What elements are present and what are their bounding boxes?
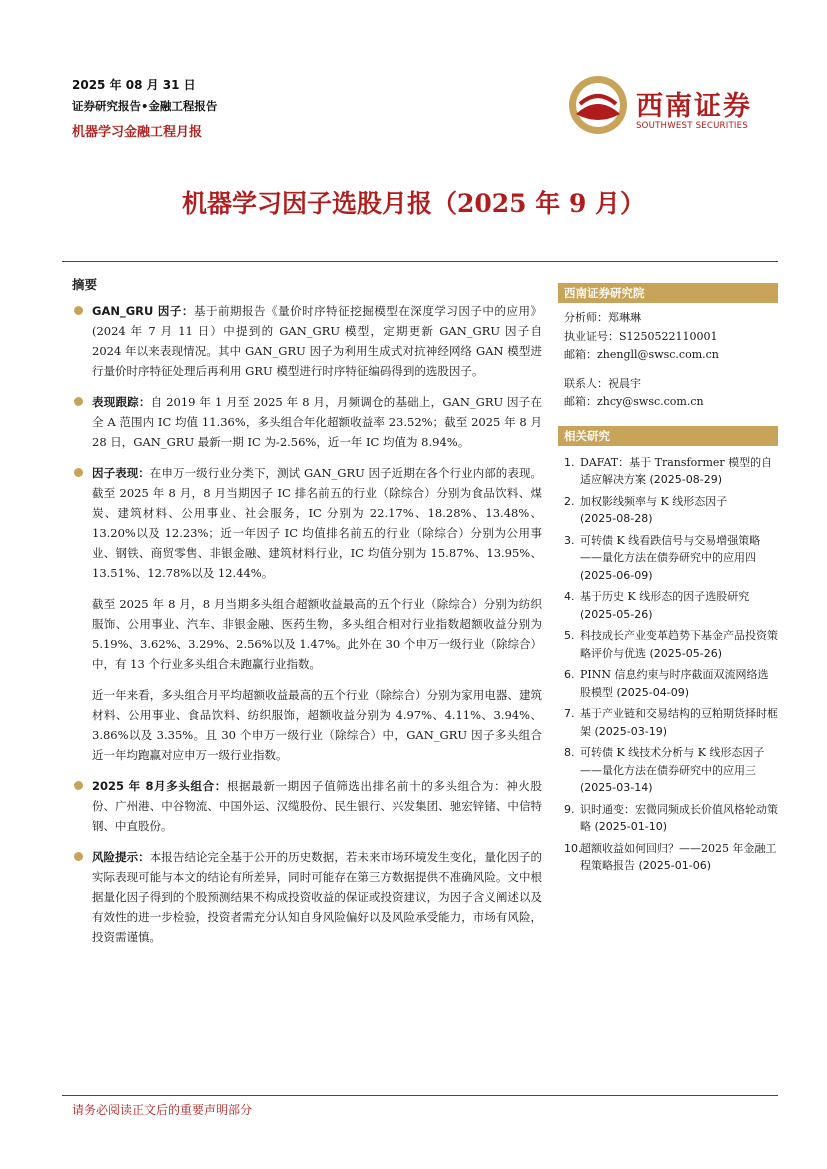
abstract-item bbox=[72, 301, 542, 381]
list-item[interactable]: 8. 可转债 K 线技术分析与 K 线形态因子——量化方法在债券研究中的应用三 (2025-03-14) bbox=[564, 746, 765, 794]
list-item[interactable]: 9. 识时通变：宏微同频成长价值风格轮动策略 (2025-01-10) bbox=[564, 802, 778, 833]
item-text: 在申万一级行业分类下，测试 GAN_GRU 因子近期在各个行业内部的表现。截至 2025 年 8 月，8 月当期因子 IC 排名前五的行业（除综合）分别为食品饮料、煤炭、建筑材料、公用事业、社会服务，IC 分别为 22.17%、18.28%、13.48%、13.20%以及 12.23%；近一年因子 IC 均值排名前五的行业（除综合）分别为公用事业、钢铁、商贸零售、非银金融、建筑材料行业，IC 均值分别为 15.87%、13.95%、13.51%、12.78%以及 12.44%。 bbox=[92, 466, 543, 580]
list-item[interactable]: 10. 超额收益如何回归？——2025 年金融工程策略报告 (2025-01-06) bbox=[564, 841, 777, 872]
item-text: 本报告结论完全基于公开的历史数据，若未来市场环境发生变化，量化因子的实际表现可能与本文的结论有所差异，同时可能存在第三方数据提供不准确风险。文中根据量化因子得到的个股预测结果不构成投资收益的保证或投资建议，为因子含义阐述以及有效性的进一步检验，投资者需充分认知自身风险偏好以及风险承受能力，市场有风险，投资需谨慎。 bbox=[92, 850, 543, 944]
bullet-icon bbox=[74, 468, 83, 477]
list-item[interactable]: 2. 加权影线频率与 K 线形态因子 (2025-08-28) bbox=[564, 494, 728, 525]
list-item[interactable]: 3. 可转债 K 线看跌信号与交易增强策略——量化方法在债券研究中的应用四 (2025-06-09) bbox=[564, 533, 761, 582]
list-item[interactable]: 1. DAFAT：基于 Transformer 模型的自适应解决方案 (2025-08-29) bbox=[564, 455, 773, 486]
institute-header: 西南证券研究院 bbox=[558, 283, 778, 303]
contact-name: 联系人：祝晨宇 bbox=[564, 376, 641, 390]
bullet-icon bbox=[74, 852, 83, 861]
analyst-license: 执业证号：S1250522110001 bbox=[564, 329, 718, 343]
item-lead: 2025 年 8月多头组合： bbox=[92, 779, 227, 793]
analyst-name: 分析师：郑琳琳 bbox=[564, 311, 641, 324]
item-lead: GAN_GRU 因子： bbox=[92, 304, 194, 318]
logo-name-en: SOUTHWEST SECURITIES bbox=[636, 121, 748, 131]
item-lead: 因子表现： bbox=[92, 466, 150, 480]
list-item[interactable]: 5. 科技成长产业变革趋势下基金产品投资策略评价与优选 (2025-05-26) bbox=[564, 629, 778, 660]
abstract-heading: 摘要 bbox=[72, 277, 98, 292]
analyst-email[interactable]: 邮箱：zhengll@swsc.com.cn bbox=[564, 348, 719, 361]
abstract-paragraph: 近一年来看，多头组合月平均超额收益最高的五个行业（除综合）分别为家用电器、建筑材料、公用事业、食品饮料、纺织服饰，超额收益分别为 4.97%、4.11%、3.94%、3.86%以及 3.35%。且 30 个申万一级行业（除综合）中，GAN_GRU 因子多头组合近一年均跑赢对应申万一级行业指数。 bbox=[92, 688, 542, 762]
bullet-icon bbox=[74, 781, 83, 790]
list-item[interactable]: 7. 基于产业链和交易结构的豆粕期货择时框架 (2025-03-19) bbox=[564, 707, 778, 738]
abstract-paragraph: 截至 2025 年 8 月，8 月当期多头组合超额收益最高的五个行业（除综合）分别为纺织服饰、公用事业、汽车、非银金融、医药生物，多头组合相对行业指数超额收益分别为 5.19%、3.62%、3.29%、2.56%以及 1.47%。此外在 30 个申万一级行业（除综合）中，有 13 个行业多头组合未跑赢行业指数。 bbox=[92, 597, 542, 671]
abstract-column bbox=[72, 275, 542, 958]
contact-email[interactable]: 邮箱：zhcy@swsc.com.cn bbox=[564, 395, 704, 408]
analyst-info bbox=[558, 303, 778, 412]
item-lead: 表现跟踪： bbox=[92, 395, 151, 409]
report-series: 机器学习金融工程月报 bbox=[72, 125, 203, 140]
report-date: 2025 年 08 月 31 日 bbox=[72, 78, 196, 92]
bullet-icon bbox=[74, 397, 83, 406]
abstract-item bbox=[72, 392, 542, 452]
abstract-item bbox=[72, 776, 542, 836]
item-text: 自 2019 年 1 月至 2025 年 8 月，月频调仓的基础上，GAN_GRU 因子在全 A 范围内 IC 均值 11.36%，多头组合年化超额收益率 23.52%；截至 2025 年 8 月 28 日，GAN_GRU 最新一期 IC 为-2.56%，近一年 IC 均值为 8.94%。 bbox=[92, 395, 542, 449]
item-lead: 风险提示： bbox=[92, 850, 150, 864]
item-text: 基于前期报告《量价时序特征挖掘模型在深度学习因子中的应用》(2024 年 7 月 11 日）中提到的 GAN_GRU 模型，定期更新 GAN_GRU 因子自 2024 年以来表现情况。其中 GAN_GRU 因子为利用生成式对抗神经网络 GAN 模型进行量价时序特征处理后再利用 GRU 模型进行时序特征编码得到的选股因子。 bbox=[92, 304, 542, 378]
bottom-divider bbox=[62, 1095, 778, 1096]
page-title: 机器学习因子选股月报（2025 年 9 月） bbox=[181, 189, 646, 218]
bullet-icon bbox=[74, 306, 83, 315]
list-item[interactable]: 6. PINN 信息约束与时序截面双流网络选股模型 (2025-04-09) bbox=[564, 668, 769, 699]
list-item[interactable]: 4. 基于历史 K 线形态的因子选股研究 (2025-05-26) bbox=[564, 590, 750, 621]
item-text: 根据最新一期因子值筛选出排名前十的多头组合为：神火股份、广州港、中谷物流、中国外运、汉缆股份、民生银行、兴发集团、驰宏锌锗、中信特钢、中直股份。 bbox=[92, 779, 543, 833]
sidebar bbox=[558, 275, 778, 879]
abstract-item bbox=[72, 847, 542, 947]
related-research-header: 相关研究 bbox=[558, 426, 778, 446]
logo-name-cn: 西南证券 bbox=[636, 91, 752, 122]
related-research-list bbox=[558, 446, 778, 875]
footer-disclaimer: 请务必阅读正文后的重要声明部分 bbox=[72, 1103, 253, 1117]
top-divider bbox=[62, 261, 778, 262]
report-type: 证券研究报告•金融工程报告 bbox=[72, 99, 218, 113]
abstract-item bbox=[72, 463, 542, 583]
